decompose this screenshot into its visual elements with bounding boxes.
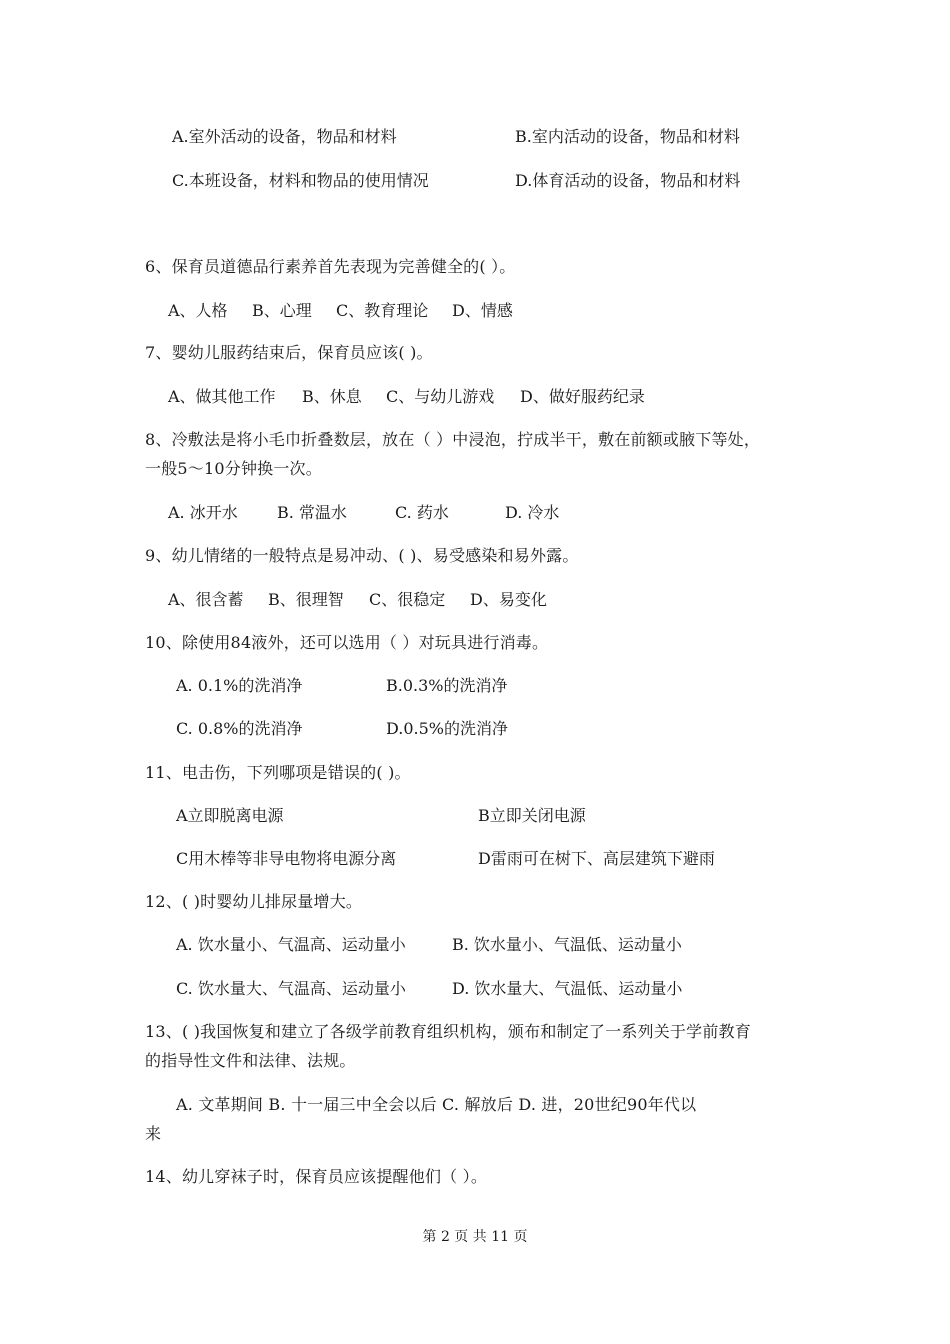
q8-option-a: A. 冰开水 [168,503,238,522]
q12-option-b: B. 饮水量小、气温低、运动量小 [452,935,682,954]
q12-option-a: A. 饮水量小、气温高、运动量小 [176,935,406,954]
q6-options [0,300,950,322]
q7-option-b: B、休息 [302,387,362,406]
q9-option-a: A、很含蓄 [168,590,244,609]
q11-options-row-1 [0,805,950,827]
q13-options-line-2: 来 [145,1124,162,1143]
q8-option-d: D. 冷水 [505,503,560,522]
q12-option-d: D. 饮水量大、气温低、运动量小 [452,979,683,998]
q10-option-c: C. 0.8%的洗消净 [176,719,303,738]
question-14: 14、幼儿穿袜子时，保育员应该提醒他们（ ）。 [145,1167,488,1186]
page-footer: 第 2 页 共 11 页 [422,1229,528,1245]
q5-options-row-1 [0,126,950,148]
q8-options [0,502,950,524]
question-8-line-2: 一般5～10分钟换一次。 [145,459,322,478]
q9-option-c: C、很稳定 [369,590,446,609]
q13-options-line-1: A. 文革期间 B. 十一届三中全会以后 C. 解放后 D. 进，20世纪90年代以 [176,1095,697,1114]
question-13-line-2: 的指导性文件和法律、法规。 [145,1051,356,1070]
question-12: 12、( )时婴幼儿排尿量增大。 [145,892,363,911]
q11-options-row-2 [0,848,950,870]
q11-option-b: B立即关闭电源 [478,806,586,825]
q7-option-c: C、与幼儿游戏 [386,387,495,406]
question-10: 10、除使用84液外，还可以选用（ ）对玩具进行消毒。 [145,633,549,652]
q11-option-c: C用木棒等非导电物将电源分离 [176,849,397,868]
q10-option-a: A. 0.1%的洗消净 [176,676,303,695]
question-8-line-1: 8、冷敷法是将小毛巾折叠数层，放在（ ）中浸泡，拧成半干，敷在前额或腋下等处， [145,430,761,449]
q6-option-c: C、教育理论 [336,301,429,320]
q5-option-b: B.室内活动的设备，物品和材料 [515,127,740,146]
q10-option-d: D.0.5%的洗消净 [386,719,508,738]
q6-option-b: B、心理 [252,301,312,320]
q7-option-a: A、做其他工作 [168,387,276,406]
q8-option-c: C. 药水 [395,503,449,522]
q5-options-row-2 [0,170,950,192]
q10-options-row-1 [0,675,950,697]
question-7: 7、婴幼儿服药结束后，保育员应该( )。 [145,343,433,362]
q10-options-row-2 [0,718,950,740]
q12-option-c: C. 饮水量大、气温高、运动量小 [176,979,406,998]
q9-option-b: B、很理智 [268,590,344,609]
question-6: 6、保育员道德品行素养首先表现为完善健全的( ）。 [145,257,516,276]
question-13-line-1: 13、( )我国恢复和建立了各级学前教育组织机构，颁布和制定了一系列关于学前教育 [145,1022,751,1041]
q10-option-b: B.0.3%的洗消净 [386,676,508,695]
q5-option-d: D.体育活动的设备，物品和材料 [515,171,741,190]
q12-options-row-2 [0,978,950,1000]
q11-option-a: A立即脱离电源 [176,806,284,825]
q8-option-b: B. 常温水 [277,503,347,522]
q12-options-row-1 [0,934,950,956]
q11-option-d: D雷雨可在树下、高层建筑下避雨 [478,849,715,868]
q9-options [0,589,950,611]
q6-option-d: D、情感 [452,301,513,320]
q9-option-d: D、易变化 [470,590,547,609]
question-11: 11、电击伤，下列哪项是错误的( )。 [145,763,411,782]
q5-option-c: C.本班设备，材料和物品的使用情况 [172,171,429,190]
q7-options [0,386,950,408]
question-9: 9、幼儿情绪的一般特点是易冲动、( )、易受感染和易外露。 [145,546,579,565]
q5-option-a: A.室外活动的设备，物品和材料 [172,127,397,146]
q6-option-a: A、人格 [168,301,228,320]
q7-option-d: D、做好服药纪录 [520,387,645,406]
